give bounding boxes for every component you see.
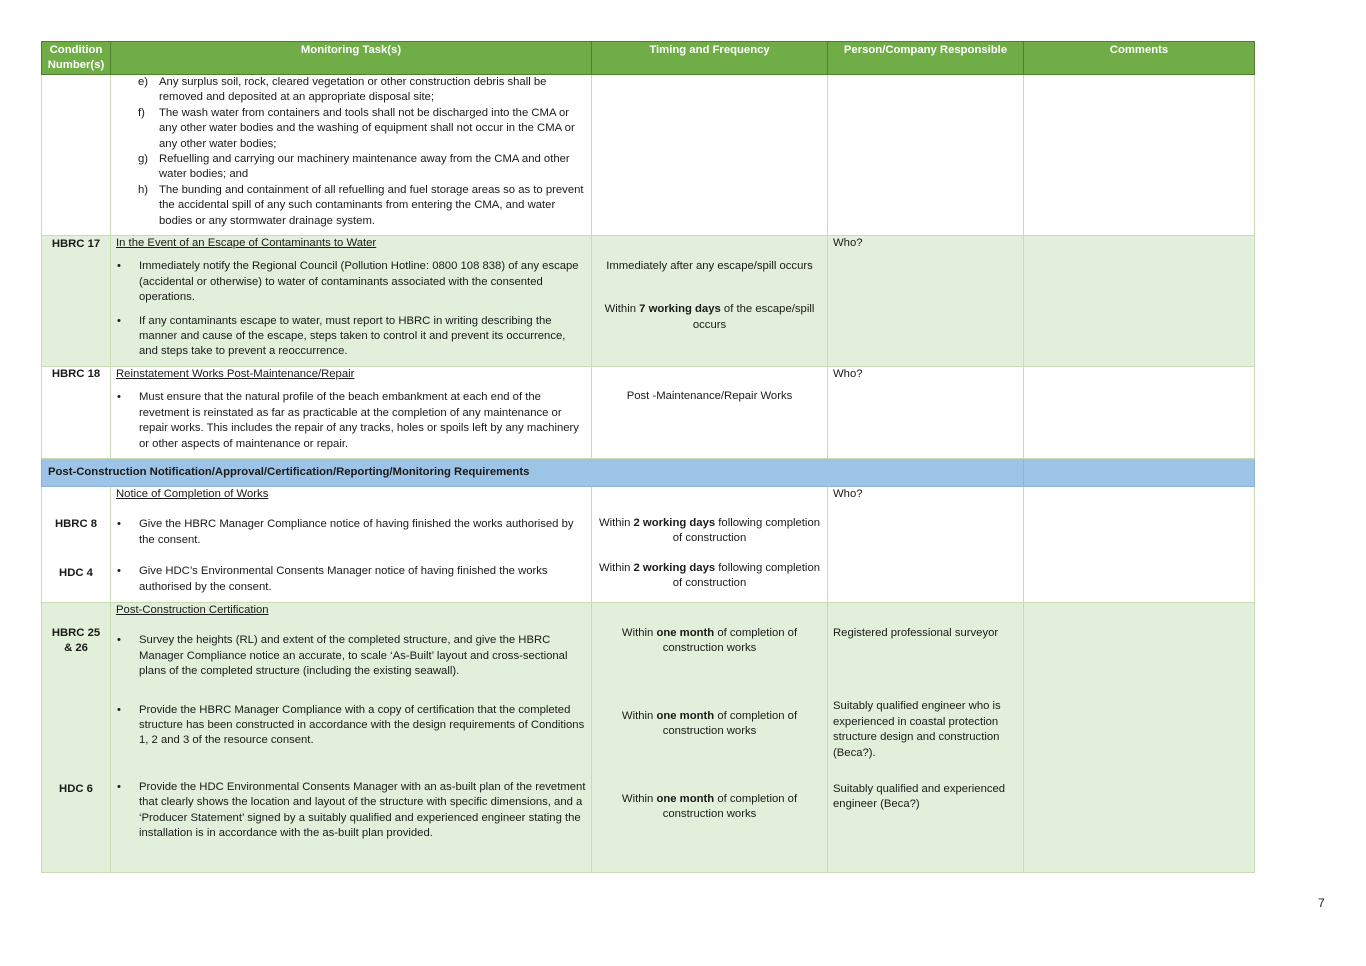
responsible-text: Who? <box>833 368 863 380</box>
list-item: • Give HDC’s Environmental Consents Manager notice of having finished the works authorised by the consent. <box>139 564 586 595</box>
bullet-list <box>116 259 586 359</box>
task-title: Post-Construction Certification <box>116 604 269 616</box>
table-row <box>42 75 1255 236</box>
list-item <box>138 106 586 152</box>
condition-cell <box>42 487 111 603</box>
condition-number: HDC 4 <box>59 567 93 580</box>
responsible-text: Who? <box>833 488 863 500</box>
bullet-list <box>116 633 586 841</box>
comments-cell <box>1024 487 1255 603</box>
list-item: • If any contaminants escape to water, must report to HBRC in writing describing the manner and cause of the escape, steps taken to control it and prevent its occurrence, and steps take to prevent a reoccurrence. <box>139 314 586 360</box>
responsible-cell <box>828 487 1024 603</box>
list-item <box>138 75 586 106</box>
timing-cell <box>592 603 828 873</box>
list-marker: h) <box>138 183 149 196</box>
list-marker: f) <box>138 106 145 119</box>
condition-cell <box>42 75 111 236</box>
condition-cell <box>42 367 111 459</box>
task-cell <box>111 487 592 603</box>
timing-text: Within 2 working days following completion of construction <box>598 517 821 545</box>
task-cell <box>111 75 592 236</box>
list-item: • Immediately notify the Regional Council (Pollution Hotline: 0800 108 838) of any escape (accidental or otherwise) to water of contaminants associated with the consented operations. <box>139 259 586 305</box>
timing-text: Within 7 working days of the escape/spill occurs <box>604 303 815 331</box>
timing-text: Within one month of completion of construction works <box>621 792 798 821</box>
header-row <box>42 42 1255 75</box>
condition-cell <box>42 603 111 873</box>
bullet-list <box>116 517 586 595</box>
header-timing: Timing and Frequency <box>592 42 828 75</box>
responsible-cell <box>828 236 1024 367</box>
table-row <box>42 603 1255 873</box>
timing-text: Within 2 working days following completion of construction <box>598 561 821 590</box>
list-text: The wash water from containers and tools shall not be discharged into the CMA or any other water bodies and the washing of equipment shall not occur in the CMA or any other water bodies; <box>159 106 575 150</box>
condition-number: HBRC 18 <box>51 368 101 380</box>
list-text: Any surplus soil, rock, cleared vegetation or other construction debris shall be removed and deposited at an appropriate disposal site; <box>159 76 547 104</box>
list-text: Refuelling and carrying our machinery maintenance away from the CMA and other water bodies; and <box>159 153 570 181</box>
timing-text: Immediately after any escape/spill occurs <box>606 260 813 272</box>
bullet-list <box>116 390 586 452</box>
responsible-text: Registered professional surveyor <box>833 627 999 639</box>
responsible-cell <box>828 603 1024 873</box>
responsible-cell <box>828 367 1024 459</box>
condition-number: HBRC 8 <box>54 518 98 530</box>
page-number: 7 <box>1318 896 1325 910</box>
responsible-text: Who? <box>833 237 863 249</box>
header-task: Monitoring Task(s) <box>111 42 592 75</box>
lettered-list <box>116 75 586 229</box>
section-title: Post-Construction Notification/Approval/Certification/Reporting/Monitoring Requirements <box>42 459 1024 487</box>
comments-cell <box>1024 75 1255 236</box>
table-row <box>42 487 1255 603</box>
monitoring-table <box>41 41 1255 873</box>
condition-number: HBRC 25 & 26 <box>51 627 101 655</box>
responsible-text: Suitably qualified engineer who is experienced in coastal protection structure design and construction (Beca?). <box>833 700 1001 759</box>
task-title: Reinstatement Works Post-Maintenance/Repair <box>116 368 355 380</box>
list-marker: e) <box>138 76 149 88</box>
list-item: • Provide the HBRC Manager Compliance with a copy of certification that the completed structure has been constructed in accordance with the design requirements of Conditions 1, 2 and 3 of the resource consent. <box>139 703 586 749</box>
condition-number: HBRC 17 <box>51 238 101 250</box>
comments-cell <box>1024 236 1255 367</box>
task-cell <box>111 603 592 873</box>
comments-cell <box>1024 459 1255 487</box>
timing-text: Post -Maintenance/Repair Works <box>626 390 793 402</box>
table-row <box>42 236 1255 367</box>
responsible-cell <box>828 75 1024 236</box>
condition-cell <box>42 236 111 367</box>
timing-text: Within one month of completion of construction works <box>621 627 798 655</box>
responsible-text: Suitably qualified and experienced engineer (Beca?) <box>833 783 1006 811</box>
timing-text: Within one month of completion of construction works <box>621 709 798 738</box>
list-item: • Must ensure that the natural profile of the beach embankment at each end of the revetment is reinstated as far as practicable at the completion of any maintenance or repair works. This includes the repair of any tracks, holes or spoils left by any machinery or other aspects of maintenance or repair. <box>139 390 586 452</box>
header-comments: Comments <box>1024 42 1255 75</box>
header-condition: Condition Number(s) <box>42 42 111 75</box>
list-item: • Provide the HDC Environmental Consents Manager with an as-built plan of the revetment that clearly shows the location and layout of the structure with specific dimensions, and a ‘Producer Statement’ signed by a suitably qualified and experienced engineer stating the installation is in accordance with the as-built plan provided. <box>139 780 586 842</box>
task-title: Notice of Completion of Works <box>116 488 269 500</box>
section-header-row <box>42 459 1255 487</box>
comments-cell <box>1024 603 1255 873</box>
task-title: In the Event of an Escape of Contaminants to Water <box>116 237 377 249</box>
header-responsible: Person/Company Responsible <box>828 42 1024 75</box>
task-cell <box>111 236 592 367</box>
list-text: The bunding and containment of all refuelling and fuel storage areas so as to prevent the accidental spill of any such contaminants from entering the CMA, and water bodies or any stormwater drainage system. <box>159 183 584 227</box>
table-row <box>42 367 1255 459</box>
list-item <box>138 152 586 183</box>
task-cell <box>111 367 592 459</box>
list-item <box>138 183 586 229</box>
list-marker: g) <box>138 153 149 166</box>
timing-cell <box>592 236 828 367</box>
list-item: • Give the HBRC Manager Compliance notice of having finished the works authorised by the consent. <box>139 517 586 548</box>
comments-cell <box>1024 367 1255 459</box>
timing-cell <box>592 487 828 603</box>
timing-cell <box>592 75 828 236</box>
timing-cell <box>592 367 828 459</box>
condition-number: HDC 6 <box>59 782 93 795</box>
list-item: • Survey the heights (RL) and extent of the completed structure, and give the HBRC Manager Compliance notice an accurate, to scale ‘As-Built’ layout and cross-sectional plans of the completed structure (including the existing seawall). <box>139 633 586 679</box>
